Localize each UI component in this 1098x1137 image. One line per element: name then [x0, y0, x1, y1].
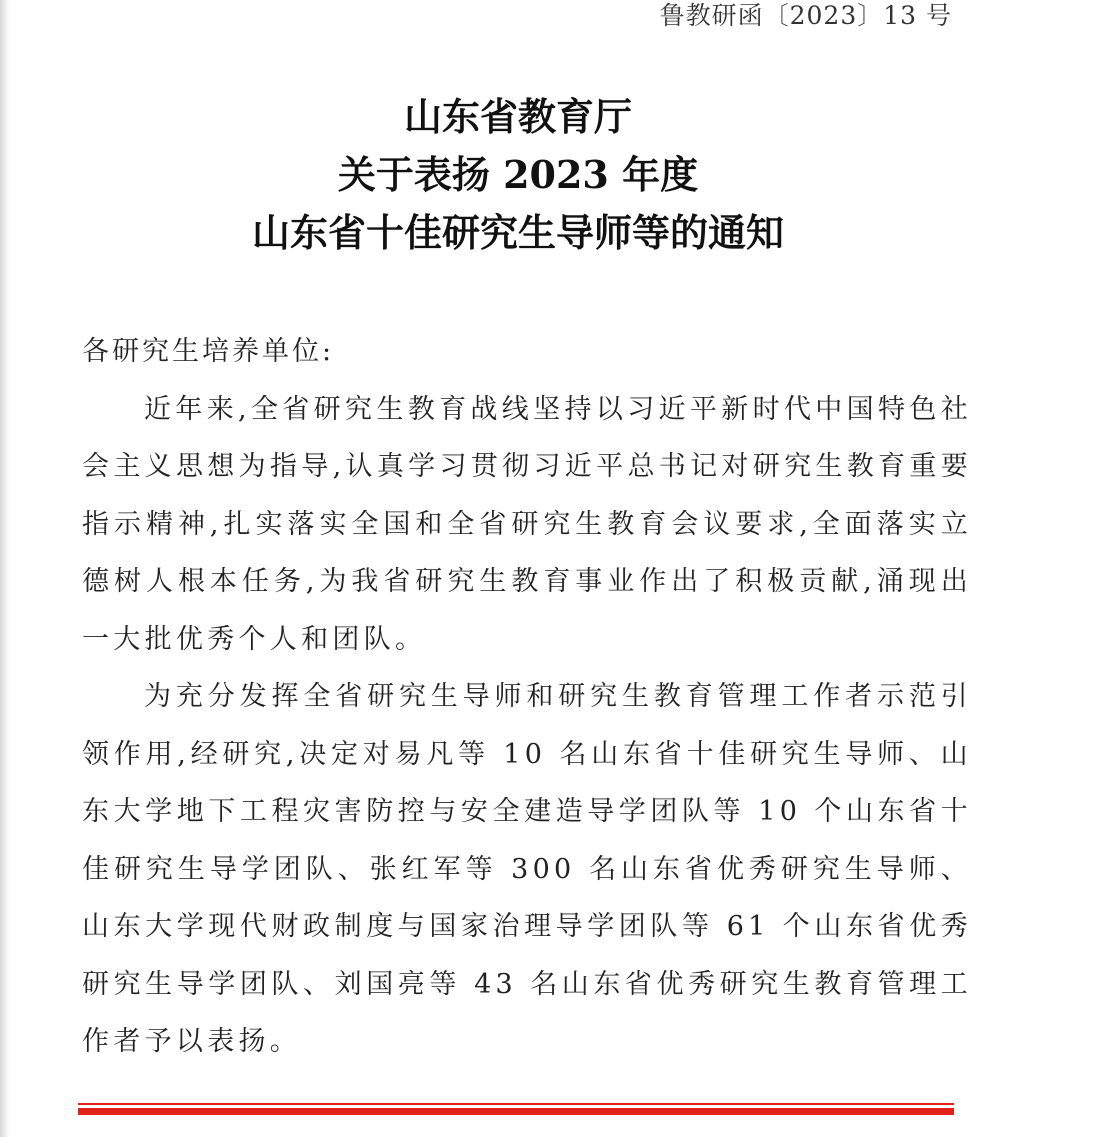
- title-line-2: 关于表扬 2023 年度: [337, 152, 699, 197]
- document-body: [82, 323, 972, 1071]
- title-line-3: 山东省十佳研究生导师等的通知: [251, 210, 784, 255]
- document-title: [0, 88, 1036, 262]
- title-line-1: 山东省教育厅: [403, 94, 632, 139]
- salutation: 各研究生培养单位:: [82, 336, 335, 367]
- red-divider-thick: [78, 1108, 954, 1115]
- paragraph-1: 近年来,全省研究生教育战线坚持以习近平新时代中国特色社会主义思想为指导,认真学习贯彻习近平总书记对研究生教育重要指示精神,扎实落实全国和全省研究生教育会议要求,全面落实立德树人根本任务,为我省研究生教育事业作出了积极贡献,涌现出一大批优秀个人和团队。: [82, 393, 972, 655]
- red-divider-thin: [78, 1103, 954, 1105]
- paragraph-2: 为充分发挥全省研究生导师和研究生教育管理工作者示范引领作用,经研究,决定对易凡等 10 名山东省十佳研究生导师、山东大学地下工程灾害防控与安全建造导学团队等 10 个山东省十佳研究生导学团队、张红军等 300 名山东省优秀研究生导师、山东大学现代财政制度与国家治理导学团队等 61 个山东省优秀研究生导学团队、刘国亮等 43 名山东省优秀研究生教育管理工作者予以表扬。: [82, 681, 972, 1057]
- document-number: 鲁教研函〔2023〕13 号: [659, 1, 952, 30]
